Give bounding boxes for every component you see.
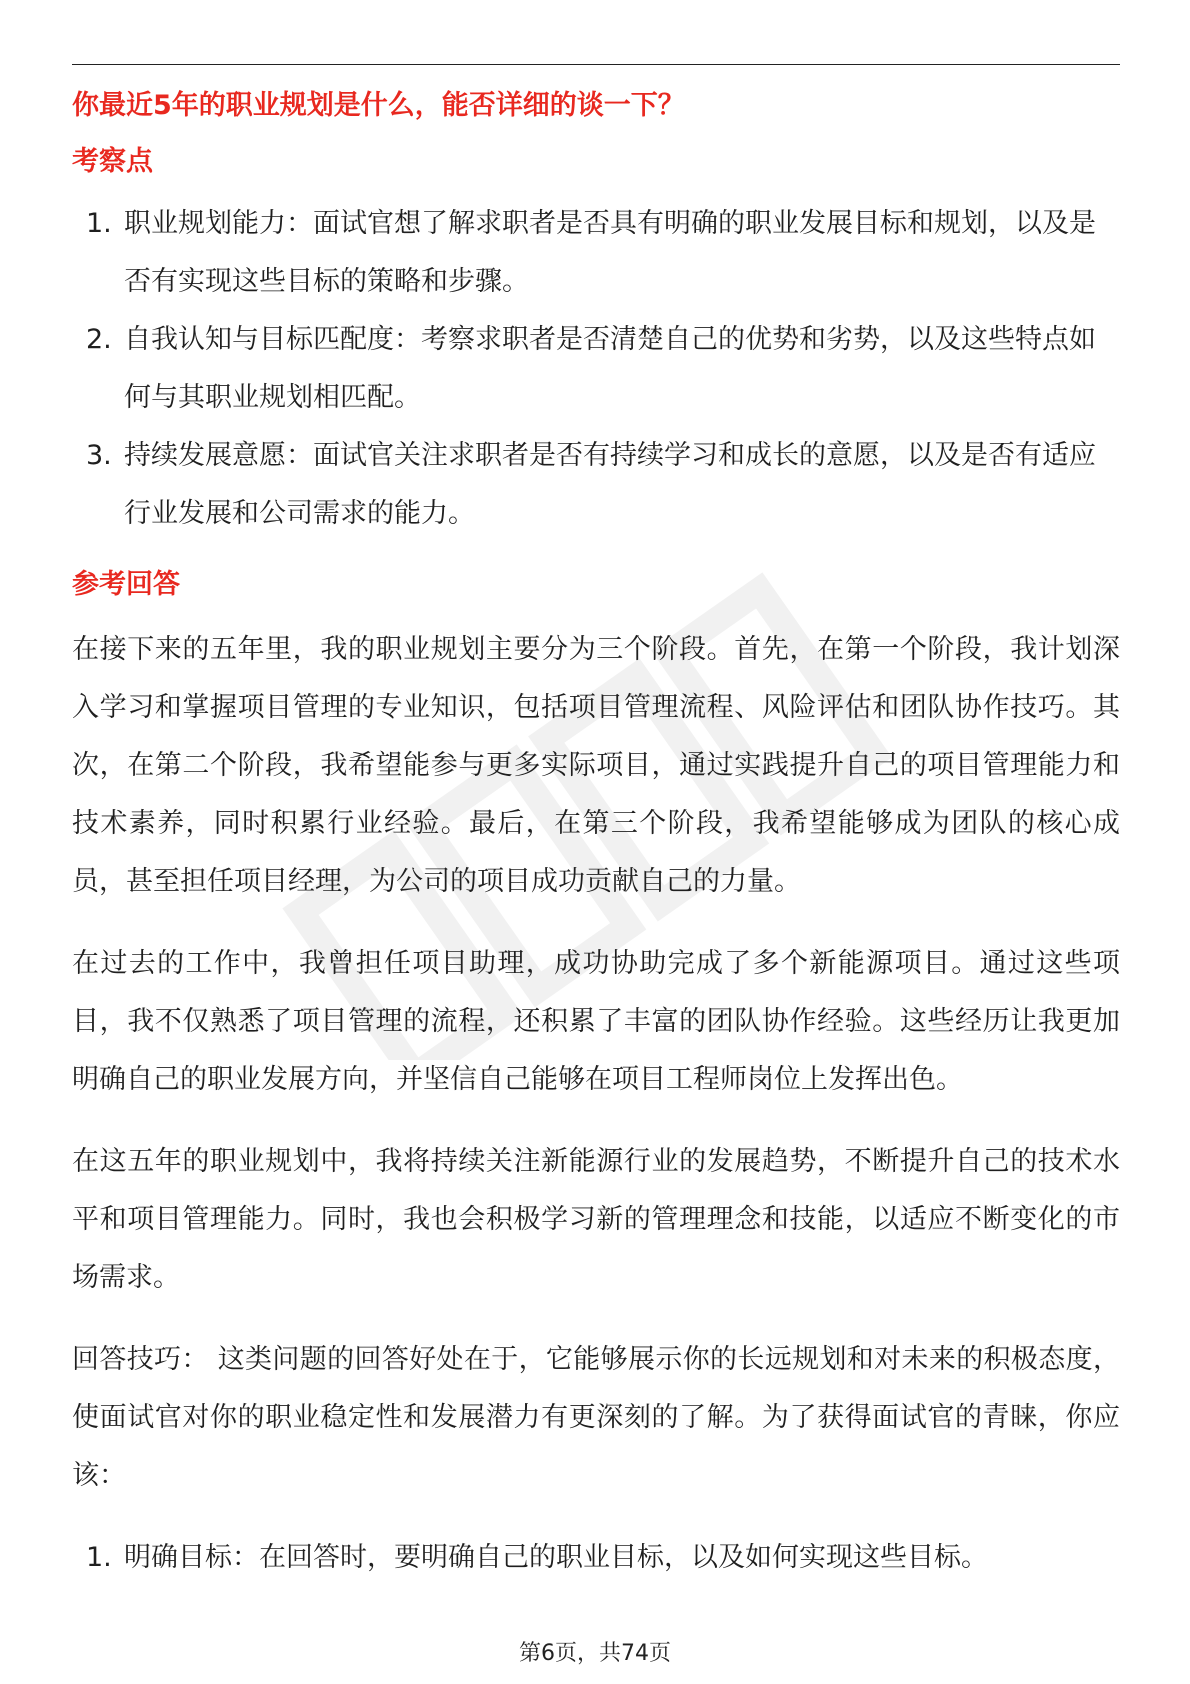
list-item: [72, 1529, 1120, 1587]
list-item-text: 自我认知与目标匹配度：考察求职者是否清楚自己的优势和劣势，以及这些特点如何与其职业规划相匹配。: [124, 324, 1096, 413]
answer-tip-paragraph: 回答技巧： 这类问题的回答好处在于，它能够展示你的长远规划和对未来的积极态度，使面试官对你的职业稳定性和发展潜力有更深刻的了解。为了获得面试官的青睐，你应该：: [72, 1344, 1120, 1491]
list-item: [72, 195, 1120, 311]
list-item-number: 3.: [86, 440, 112, 471]
list-item-number: 2.: [86, 324, 112, 355]
list-item: [72, 427, 1120, 543]
tips-list: [72, 1529, 1120, 1587]
list-item-text: 持续发展意愿：面试官关注求职者是否有持续学习和成长的意愿，以及是否有适应行业发展和公司需求的能力。: [124, 440, 1096, 529]
list-item-text: 明确目标：在回答时，要明确自己的职业目标，以及如何实现这些目标。: [124, 1542, 988, 1573]
list-item-text: 职业规划能力：面试官想了解求职者是否具有明确的职业发展目标和规划，以及是否有实现这些目标的策略和步骤。: [124, 208, 1096, 297]
list-item: [72, 311, 1120, 427]
answer-paragraph: 在过去的工作中，我曾担任项目助理，成功协助完成了多个新能源项目。通过这些项目，我不仅熟悉了项目管理的流程，还积累了丰富的团队协作经验。这些经历让我更加明确自己的职业发展方向，并坚信自己能够在项目工程师岗位上发挥出色。: [72, 948, 1120, 1095]
question-heading: 你最近5年的职业规划是什么，能否详细的谈一下？: [72, 90, 685, 121]
answer-paragraph: 在这五年的职业规划中，我将持续关注新能源行业的发展趋势，不断提升自己的技术水平和项目管理能力。同时，我也会积极学习新的管理理念和技能，以适应不断变化的市场需求。: [72, 1146, 1120, 1293]
top-rule: [72, 64, 1120, 65]
answer-paragraph: 在接下来的五年里，我的职业规划主要分为三个阶段。首先，在第一个阶段，我计划深入学习和掌握项目管理的专业知识，包括项目管理流程、风险评估和团队协作技巧。其次，在第二个阶段，我希望能参与更多实际项目，通过实践提升自己的项目管理能力和技术素养，同时积累行业经验。最后，在第三个阶段，我希望能够成为团队的核心成员，甚至担任项目经理，为公司的项目成功贡献自己的力量。: [72, 634, 1120, 897]
list-item-number: 1.: [86, 208, 112, 239]
page-footer: 第6页，共74页: [519, 1641, 671, 1666]
section-title-answer: 参考回答: [72, 569, 180, 600]
section-title-points: 考察点: [72, 146, 153, 177]
points-list: [72, 195, 1120, 543]
list-item-number: 1.: [86, 1542, 112, 1573]
page-content: [72, 88, 1120, 1587]
